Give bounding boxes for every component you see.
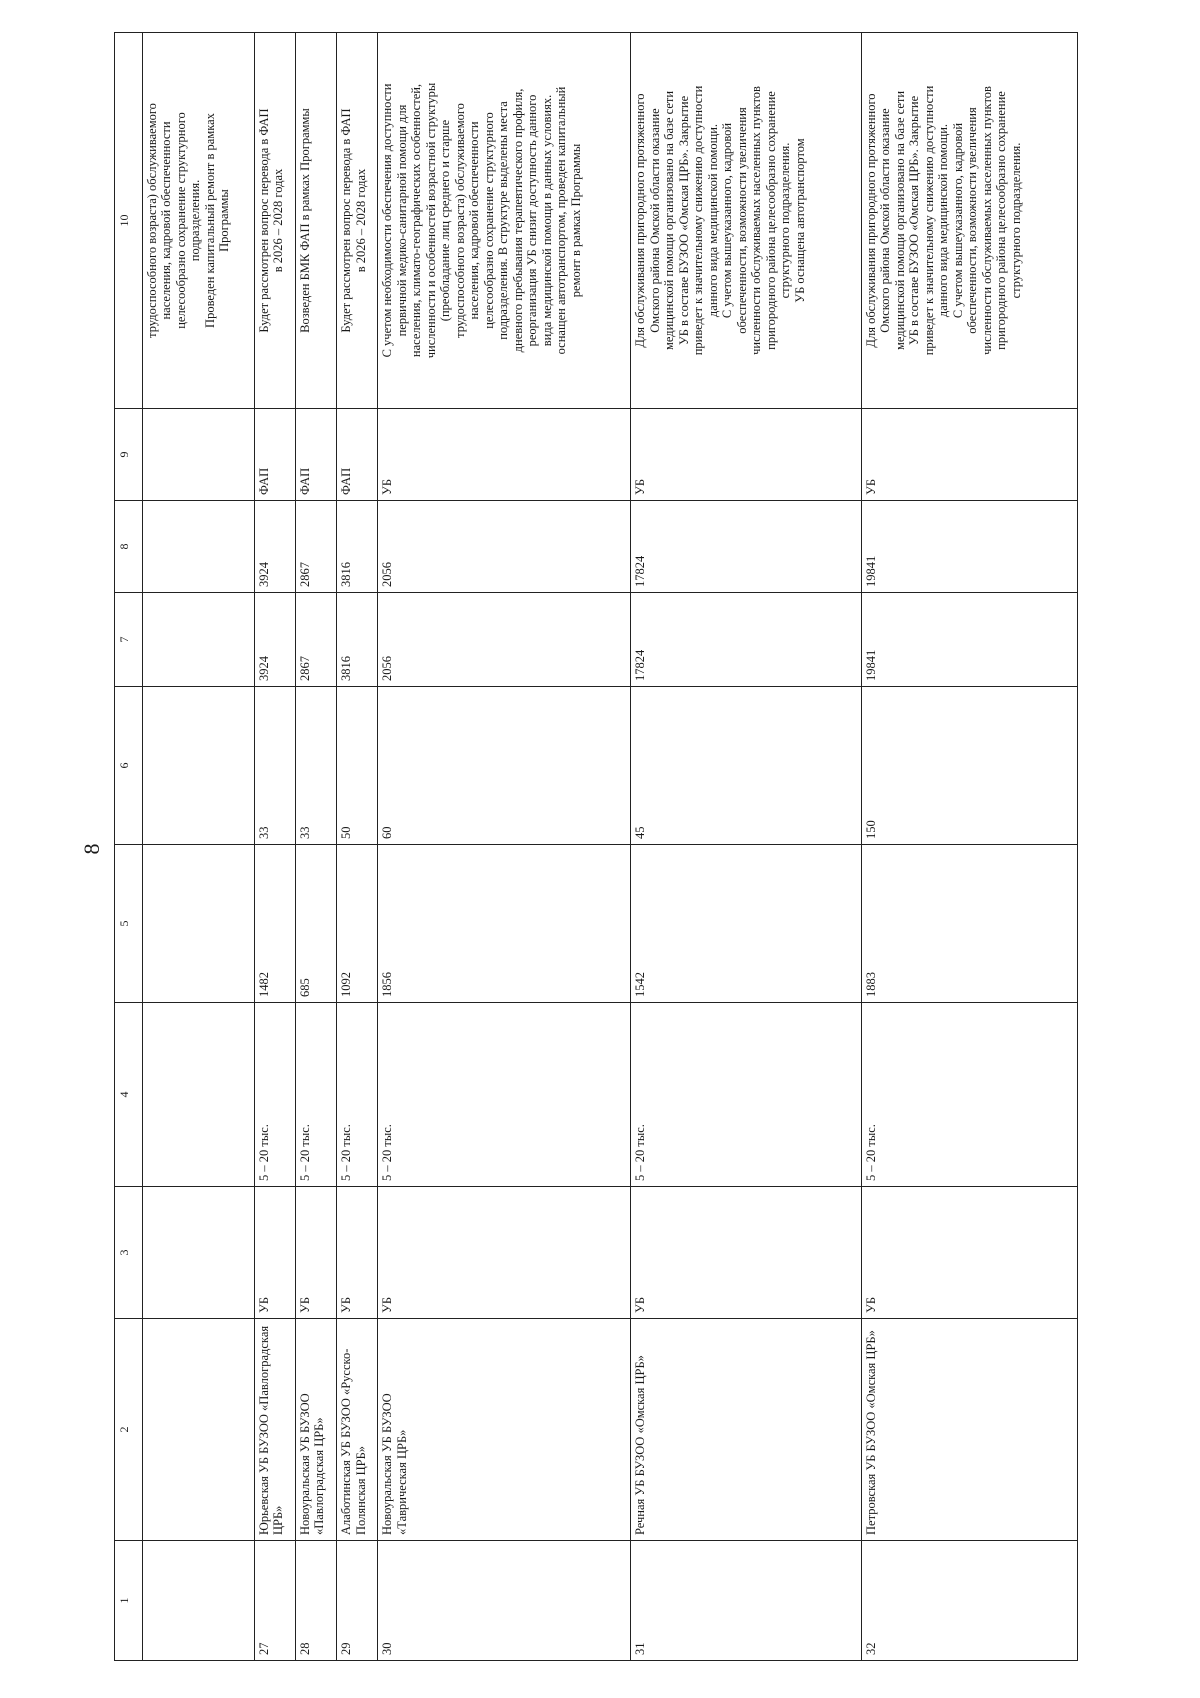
continuation-row: [142, 33, 254, 1661]
type-cell: УБ: [861, 1187, 1077, 1319]
table-wrapper: [114, 33, 1078, 1661]
row-number: 32: [861, 1541, 1077, 1661]
type-cell: ФАП: [254, 409, 295, 501]
value-cell: 1883: [861, 845, 1077, 1003]
table-cell: [142, 1541, 254, 1661]
row-number: 30: [378, 1541, 631, 1661]
value-cell: 17824: [631, 501, 862, 593]
value-cell: 1542: [631, 845, 862, 1003]
header-cell: 9: [115, 409, 143, 501]
value-cell: 2867: [295, 593, 336, 687]
value-cell: 19841: [861, 593, 1077, 687]
population-cell: 5 – 20 тыс.: [378, 1003, 631, 1187]
population-cell: 5 – 20 тыс.: [254, 1003, 295, 1187]
institution-name: Юрьевская УБ БУЗОО «Павлоградская ЦРБ»: [254, 1319, 295, 1541]
value-cell: 45: [631, 687, 862, 845]
header-cell: 8: [115, 501, 143, 593]
header-cell: 5: [115, 845, 143, 1003]
value-cell: 50: [337, 687, 378, 845]
value-cell: 60: [378, 687, 631, 845]
type-cell: УБ: [631, 1187, 862, 1319]
note-cell: С учетом необходимости обеспечения доступности первичной медико-санитарной помощи для населения, климато-географических особенностей, численности и особенностей возрастной структуры (преобладание лиц среднего и старше трудоспособного возраста) обслуживаемого населения, кадровой обеспеченности целесообразно сохранение структурного подразделения. В структуре выделены места дневного пребывания терапевтического профиля, реорганизация УБ снизит доступность данного вида медицинской помощи в данных условиях. оснащен автотранспортом, проведен капитальный ремонт в рамках Программы: [378, 33, 631, 409]
header-cell: 1: [115, 1541, 143, 1661]
value-cell: 2056: [378, 593, 631, 687]
table-cell: [142, 1319, 254, 1541]
value-cell: 1482: [254, 845, 295, 1003]
type-cell: УБ: [861, 409, 1077, 501]
header-cell: 3: [115, 1187, 143, 1319]
table-cell: [142, 1187, 254, 1319]
type-cell: УБ: [378, 409, 631, 501]
table-cell: [142, 687, 254, 845]
type-cell: УБ: [337, 1187, 378, 1319]
row-number: 27: [254, 1541, 295, 1661]
population-cell: 5 – 20 тыс.: [861, 1003, 1077, 1187]
table-cell: [142, 845, 254, 1003]
table-cell: [142, 1003, 254, 1187]
table-row: [254, 33, 295, 1661]
value-cell: 685: [295, 845, 336, 1003]
header-cell: 2: [115, 1319, 143, 1541]
header-cell: 7: [115, 593, 143, 687]
type-cell: УБ: [254, 1187, 295, 1319]
header-cell: 10: [115, 33, 143, 409]
note-cell: Будет рассмотрен вопрос перевода в ФАП в 2026 – 2028 годах: [254, 33, 295, 409]
institution-name: Речная УБ БУЗОО «Омская ЦРБ»: [631, 1319, 862, 1541]
type-cell: ФАП: [337, 409, 378, 501]
value-cell: 2056: [378, 501, 631, 593]
institution-name: Алаботинская УБ БУЗОО «Русско-Полянская ЦРБ»: [337, 1319, 378, 1541]
data-table: [114, 32, 1078, 1661]
institution-name: Новоуральская УБ БУЗОО «Таврическая ЦРБ»: [378, 1319, 631, 1541]
institution-name: Петровская УБ БУЗОО «Омская ЦРБ»: [861, 1319, 1077, 1541]
row-number: 31: [631, 1541, 862, 1661]
population-cell: 5 – 20 тыс.: [631, 1003, 862, 1187]
note-cell: Для обслуживания пригородного протяженного Омского района Омской области оказание медицинской помощи организовано на базе сети УБ в составе БУЗОО «Омская ЦРБ». Закрытие приведет к значительному снижению доступности данного вида медицинской помощи. С учетом вышеуказанного, кадровой обеспеченности, возможности увеличения численности обслуживаемых населенных пунктов пригородного района целесообразно сохранение структурного подразделения.: [861, 33, 1077, 409]
note-cell: Будет рассмотрен вопрос перевода в ФАП в 2026 – 2028 годах: [337, 33, 378, 409]
value-cell: 19841: [861, 501, 1077, 593]
value-cell: 17824: [631, 593, 862, 687]
header-cell: 6: [115, 687, 143, 845]
table-cell: [142, 409, 254, 501]
value-cell: 3924: [254, 593, 295, 687]
value-cell: 3924: [254, 501, 295, 593]
page-number: 8: [79, 843, 104, 855]
type-cell: УБ: [295, 1187, 336, 1319]
note-cell: Для обслуживания пригородного протяженного Омского района Омской области оказание медицинской помощи организовано на базе сети УБ в составе БУЗОО «Омская ЦРБ». Закрытие приведет к значительному снижению доступности данного вида медицинской помощи. С учетом вышеуказанного, кадровой обеспеченности, возможности увеличения численности обслуживаемых населенных пунктов пригородного района целесообразно сохранение структурного подразделения. УБ оснащена автотранспортом: [631, 33, 862, 409]
table-row: [295, 33, 336, 1661]
table-row: [861, 33, 1077, 1661]
table-cell: [142, 593, 254, 687]
table-cell: [142, 501, 254, 593]
table-row: [631, 33, 862, 1661]
table-row: [337, 33, 378, 1661]
type-cell: УБ: [378, 1187, 631, 1319]
value-cell: 150: [861, 687, 1077, 845]
type-cell: ФАП: [295, 409, 336, 501]
note-cell: Возведен БМК ФАП в рамках Программы: [295, 33, 336, 409]
row-number: 28: [295, 1541, 336, 1661]
table-body: [115, 33, 1078, 1661]
value-cell: 1092: [337, 845, 378, 1003]
value-cell: 2867: [295, 501, 336, 593]
value-cell: 3816: [337, 593, 378, 687]
value-cell: 1856: [378, 845, 631, 1003]
value-cell: 3816: [337, 501, 378, 593]
row-number: 29: [337, 1541, 378, 1661]
value-cell: 33: [295, 687, 336, 845]
institution-name: Новоуральская УБ БУЗОО «Павлоградская ЦРБ»: [295, 1319, 336, 1541]
population-cell: 5 – 20 тыс.: [295, 1003, 336, 1187]
population-cell: 5 – 20 тыс.: [337, 1003, 378, 1187]
table-row: [378, 33, 631, 1661]
note-cell: трудоспособного возраста) обслуживаемого населения, кадровой обеспеченности целесообразно сохранение структурного подразделения. Проведен капитальный ремонт в рамках Программы: [142, 33, 254, 409]
value-cell: 33: [254, 687, 295, 845]
type-cell: УБ: [631, 409, 862, 501]
header-cell: 4: [115, 1003, 143, 1187]
header-row: [115, 33, 143, 1661]
